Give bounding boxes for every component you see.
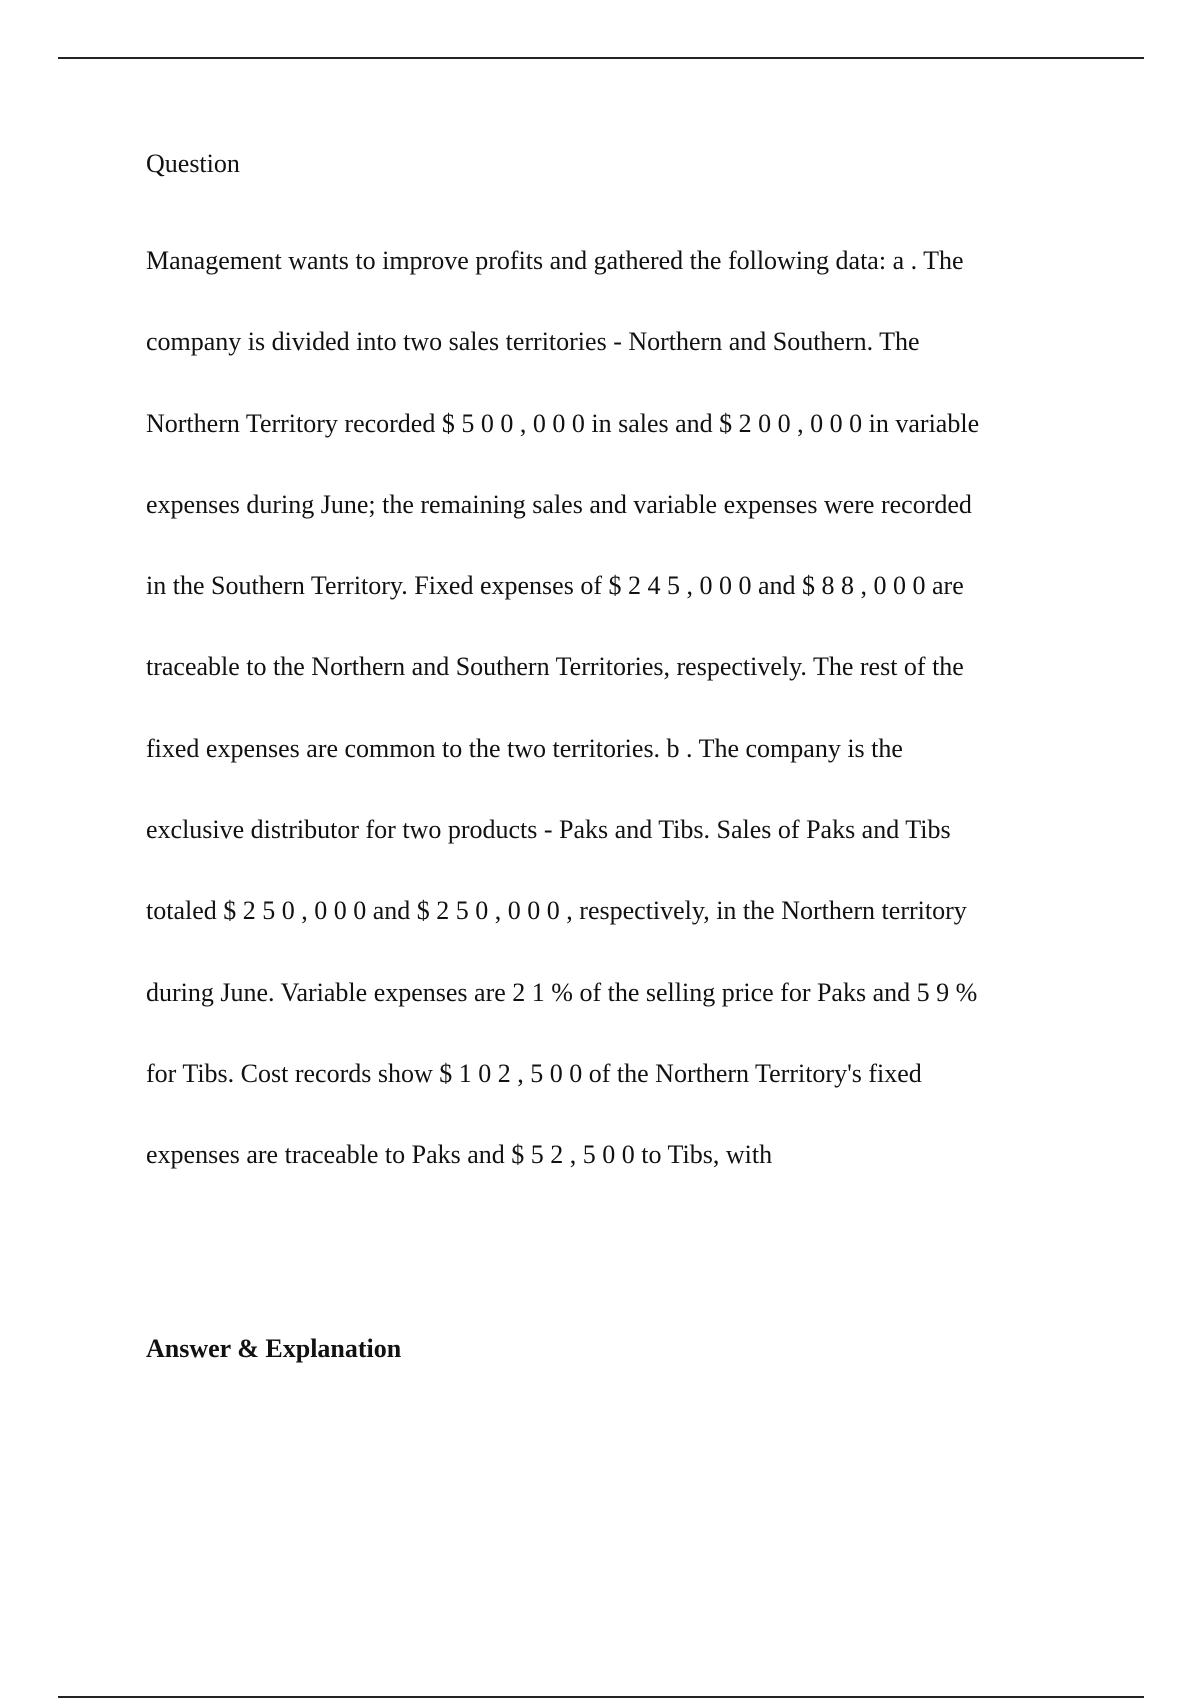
question-line: Management wants to improve profits and gathered the following data: a . The [146, 246, 964, 275]
question-line: fixed expenses are common to the two territories. b . The company is the [146, 733, 903, 763]
question-line: company is divided into two sales territories - Northern and Southern. The [146, 327, 920, 357]
question-line: exclusive distributor for two products - Paks and Tibs. Sales of Paks and Tibs [146, 815, 951, 845]
question-line: during June. Variable expenses are 2 1 % of the selling price for Paks and 5 9 % [146, 977, 978, 1007]
answer-explanation-heading: Answer & Explanation [146, 1334, 402, 1363]
question-line: expenses are traceable to Paks and $ 5 2 , 5 0 0 to Tibs, with [146, 1140, 773, 1170]
question-line: Northern Territory recorded $ 5 0 0 , 0 0 0 in sales and $ 2 0 0 , 0 0 0 in variable [146, 408, 980, 438]
question-line: for Tibs. Cost records show $ 1 0 2 , 5 0 0 of the Northern Territory's fixed [146, 1058, 922, 1088]
top-rule [58, 57, 1144, 59]
question-text [146, 244, 1106, 1220]
bottom-rule [58, 1696, 1144, 1698]
question-line: traceable to the Northern and Southern Territories, respectively. The rest of the [146, 652, 964, 682]
question-line: expenses during June; the remaining sales and variable expenses were recorded [146, 489, 972, 519]
question-line: in the Southern Territory. Fixed expenses of $ 2 4 5 , 0 0 0 and $ 8 8 , 0 0 0 are [146, 571, 964, 601]
question-label: Question [146, 149, 240, 178]
question-line: totaled $ 2 5 0 , 0 0 0 and $ 2 5 0 , 0 0 0 , respectively, in the Northern territory [146, 896, 967, 926]
